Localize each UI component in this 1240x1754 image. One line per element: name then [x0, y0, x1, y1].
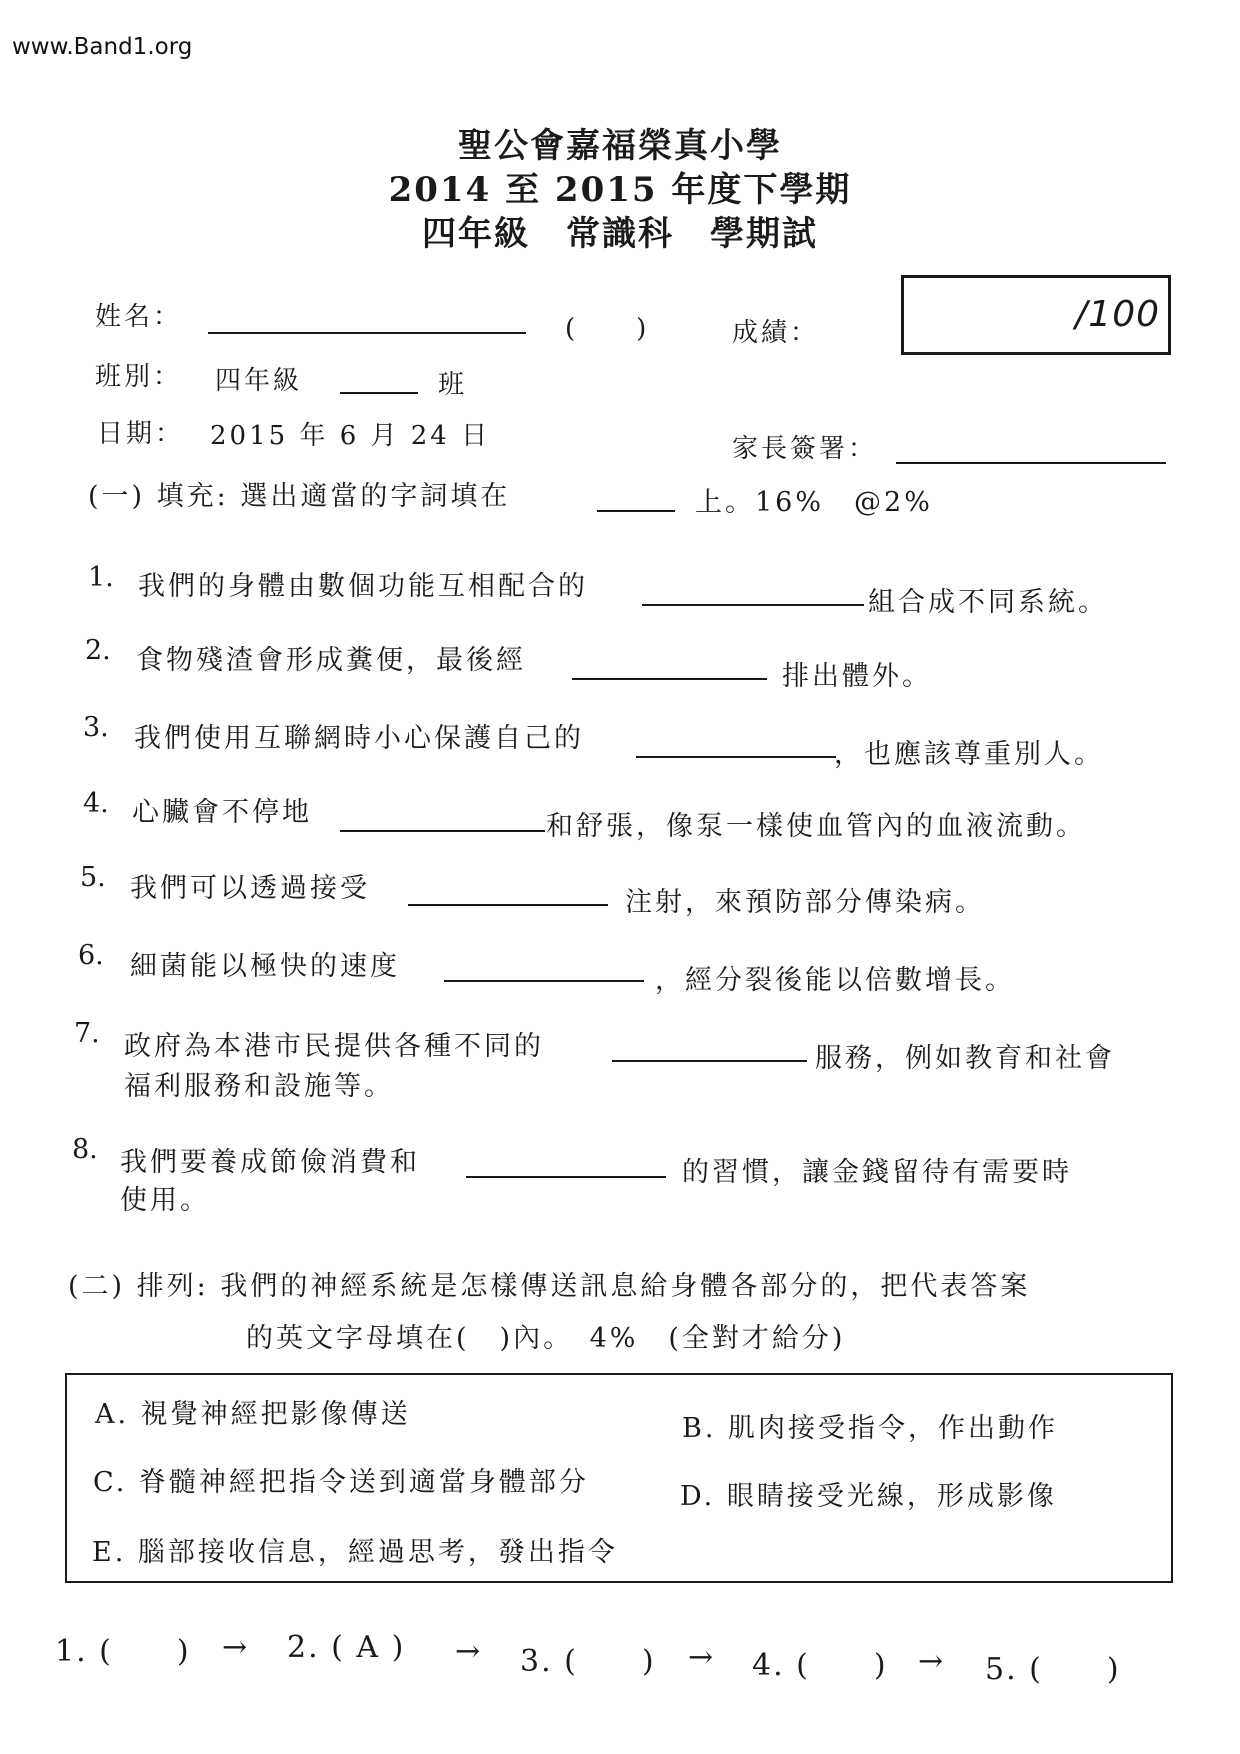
q2-blank[interactable]	[572, 678, 767, 680]
q1-text: 我們的身體由數個功能互相配合的	[138, 571, 588, 602]
sequence-arrow-3: →	[688, 1640, 716, 1675]
watermark-url: www.Band1.org	[12, 34, 193, 60]
q6-number: 6.	[78, 940, 104, 971]
date-label: 日期：	[97, 419, 185, 449]
score-box	[901, 275, 1171, 355]
q5-text: 我們可以透過接受	[130, 873, 370, 904]
sequence-arrow-1: →	[222, 1630, 250, 1665]
q2-text: 食物殘渣會形成糞便，最後經	[136, 645, 526, 676]
section1-heading: (一) 填充: 選出適當的字詞填在	[88, 481, 511, 512]
sequence-slot-3[interactable]: 3. ( )	[520, 1644, 656, 1679]
q5-text-end: 注射，來預防部分傳染病。	[625, 887, 985, 918]
section2-heading: (二) 排列: 我們的神經系統是怎樣傳送訊息給身體各部分的，把代表答案	[68, 1271, 1031, 1302]
q6-blank[interactable]	[444, 980, 644, 982]
q3-blank[interactable]	[636, 756, 836, 758]
q4-text-end: 和舒張，像泵一樣使血管內的血液流動。	[546, 811, 1086, 842]
q4-blank[interactable]	[340, 830, 545, 832]
q8-text-end: 的習慣，讓金錢留待有需要時	[682, 1157, 1072, 1188]
option-d: D. 眼睛接受光線，形成影像	[680, 1481, 1057, 1512]
option-a: A. 視覺神經把影像傳送	[95, 1399, 411, 1430]
q5-blank[interactable]	[408, 904, 608, 906]
class-line[interactable]	[340, 392, 418, 394]
name-label: 姓名：	[95, 302, 183, 332]
option-e: E. 腦部接收信息，經過思考，發出指令	[92, 1537, 618, 1568]
q7-blank[interactable]	[612, 1060, 807, 1062]
q8-text: 我們要養成節儉消費和	[120, 1147, 420, 1178]
class-number-parens: ( )	[565, 314, 650, 344]
option-b: B. 肌肉接受指令，作出動作	[682, 1413, 1059, 1444]
q7-number: 7.	[74, 1018, 100, 1049]
score-label: 成績：	[732, 318, 820, 348]
exam-title: 四年級 常識科 學期試	[422, 214, 818, 254]
q7-text-continued: 福利服務和設施等。	[124, 1071, 394, 1102]
q2-number: 2.	[85, 635, 111, 666]
section1-heading-blank	[597, 510, 675, 512]
class-suffix: 班	[438, 370, 468, 400]
school-name: 聖公會嘉福榮真小學	[458, 126, 782, 166]
q1-text-end: 組合成不同系統。	[868, 587, 1108, 618]
parent-signature-label: 家長簽署：	[732, 434, 878, 464]
sequence-slot-2[interactable]: 2. ( A )	[287, 1630, 406, 1665]
class-grade: 四年級	[215, 366, 303, 396]
q4-number: 4.	[83, 788, 109, 819]
q3-text: 我們使用互聯網時小心保護自己的	[134, 723, 584, 754]
q7-text: 政府為本港市民提供各種不同的	[124, 1031, 544, 1062]
section1-heading-marks: 上。16% @2%	[695, 487, 933, 518]
q1-blank[interactable]	[642, 604, 864, 606]
term-title: 2014 至 2015 年度下學期	[388, 170, 852, 210]
date-value: 2015 年 6 月 24 日	[210, 421, 491, 451]
q2-text-end: 排出體外。	[782, 661, 932, 692]
q8-blank[interactable]	[466, 1176, 666, 1178]
sequence-arrow-2: →	[455, 1634, 483, 1669]
q5-number: 5.	[80, 862, 106, 893]
parent-signature-line[interactable]	[896, 462, 1166, 464]
q6-text: 細菌能以極快的速度	[130, 951, 400, 982]
score-total: /100	[1075, 294, 1160, 335]
q3-text-end: ，也應該尊重別人。	[834, 739, 1104, 770]
sequence-arrow-4: →	[918, 1644, 946, 1679]
q6-text-end: ，經分裂後能以倍數增長。	[655, 965, 1015, 996]
section2-heading-continued: 的英文字母填在( )內。 4% (全對才給分)	[246, 1323, 846, 1354]
q1-number: 1.	[88, 562, 114, 593]
sequence-slot-1[interactable]: 1. ( )	[55, 1634, 191, 1669]
q8-number: 8.	[72, 1134, 98, 1165]
sequence-slot-5[interactable]: 5. ( )	[985, 1652, 1121, 1687]
q4-text: 心臟會不停地	[132, 797, 312, 828]
sequence-slot-4[interactable]: 4. ( )	[752, 1648, 888, 1683]
q7-text-end: 服務，例如教育和社會	[815, 1043, 1115, 1074]
q8-text-continued: 使用。	[120, 1185, 210, 1216]
class-label: 班別：	[95, 362, 183, 392]
q3-number: 3.	[83, 712, 109, 743]
option-c: C. 脊髓神經把指令送到適當身體部分	[93, 1467, 589, 1498]
name-line[interactable]	[208, 332, 526, 334]
